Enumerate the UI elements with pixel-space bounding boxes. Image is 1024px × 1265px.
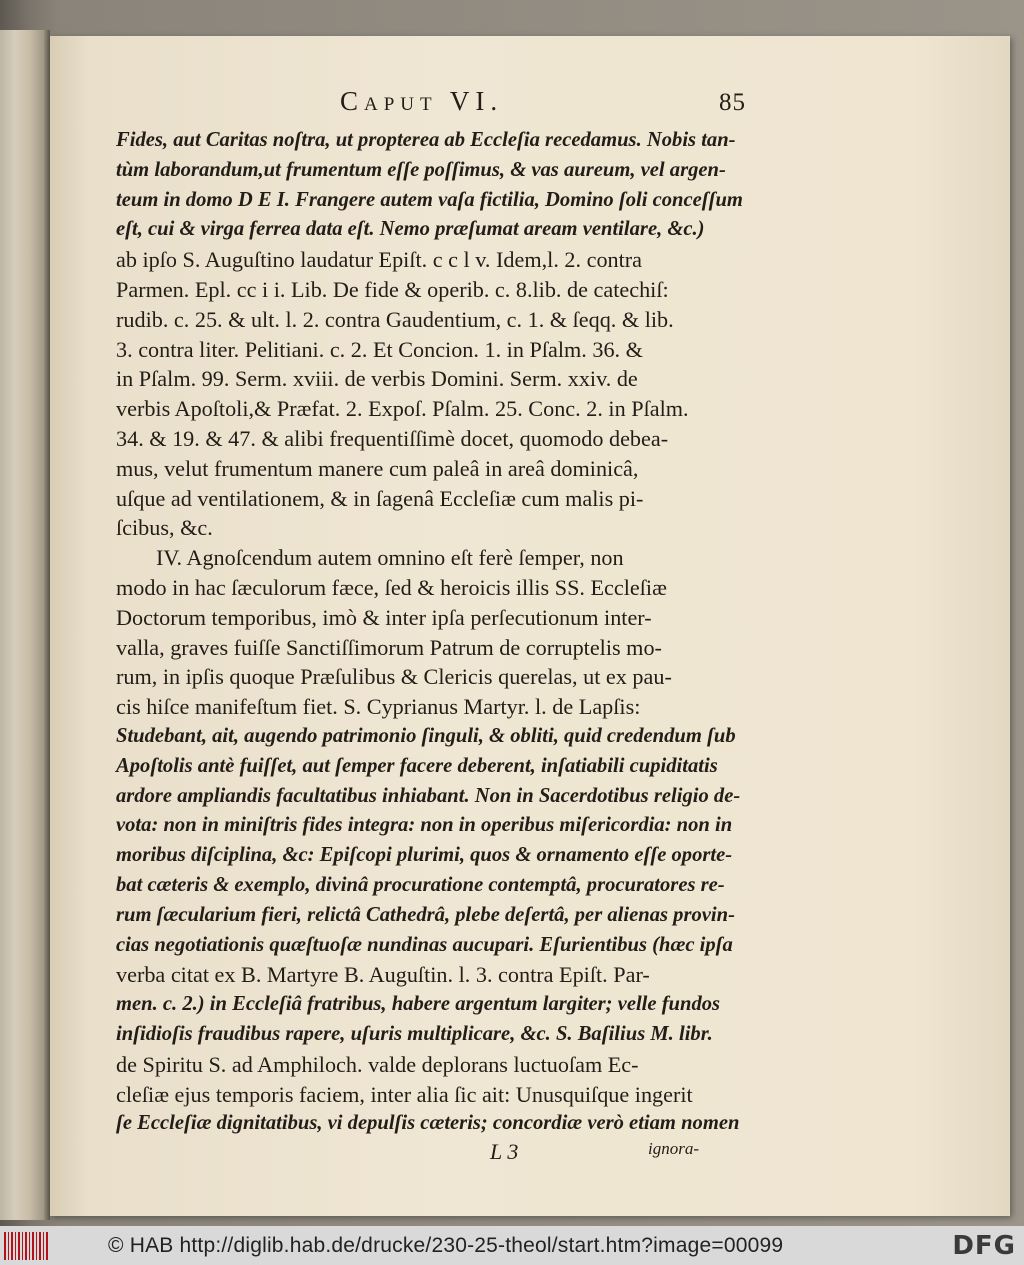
signature-line bbox=[116, 1139, 746, 1169]
text-line: mus, velut frumentum manere cum paleâ in areâ dominicâ, bbox=[116, 455, 639, 481]
text-line: moribus diſciplina, &c: Epiſcopi plurimi, quos & ornamento eſſe oporte- bbox=[116, 844, 733, 867]
text-line: rum ſæcularium fieri, relictâ Cathedrâ, plebe deſertâ, per alienas provin- bbox=[116, 903, 735, 926]
text-line: 3. contra liter. Pelitiani. c. 2. Et Concion. 1. in Pſalm. 36. & bbox=[116, 336, 643, 362]
text-line: valla, graves fuiſſe Sanctiſſimorum Patrum de corruptelis mo- bbox=[116, 634, 662, 660]
text-line: verbis Apoſtoli,& Præfat. 2. Expoſ. Pſalm. 25. Conc. 2. in Pſalm. bbox=[116, 396, 689, 422]
text-line: Fides, aut Caritas noſtra, ut propterea ab Eccleſia recedamus. Nobis tan- bbox=[116, 129, 736, 151]
text-line: modo in hac ſæculorum fæce, ſed & heroicis illis SS. Eccleſiæ bbox=[116, 574, 667, 600]
catchword: ignora- bbox=[648, 1139, 699, 1159]
page-text-block bbox=[116, 86, 746, 1169]
text-line: tùm laborandum,ut frumentum eſſe poſſimus, & vas aureum, vel argen- bbox=[116, 158, 726, 181]
text-line: bat cæteris & exemplo, divinâ procuratione contemptâ, procuratores re- bbox=[116, 873, 725, 896]
text-line: Parmen. Epl. cc i i. Lib. De fide & operib. c. 8.lib. de catechiſ: bbox=[116, 276, 669, 302]
copyright-link[interactable]: © HAB http://diglib.hab.de/drucke/230-25-theol/start.htm?image=00099 bbox=[108, 1233, 784, 1257]
text-line: 34. & 19. & 47. & alibi frequentiſſimè docet, quomodo debea- bbox=[116, 425, 669, 451]
text-line: vota: non in miniſtris fides integra: non in operibus miſericordia: non in bbox=[116, 814, 733, 837]
text-line: de Spiritu S. ad Amphiloch. valde deplorans luctuoſam Ec- bbox=[116, 1051, 639, 1077]
text-line: rum, in ipſis quoque Præſulibus & Clericis querelas, ut ex pau- bbox=[116, 664, 672, 690]
text-line: ab ipſo S. Auguſtino laudatur Epiſt. c c l v. Idem,l. 2. contra bbox=[116, 247, 643, 273]
footer-bar bbox=[0, 1226, 1024, 1265]
text-line: Studebant, ait, augendo patrimonio ſinguli, & obliti, quid credendum ſub bbox=[116, 724, 736, 747]
dfg-logo: DFG bbox=[952, 1231, 1016, 1261]
body-text bbox=[116, 126, 746, 1139]
text-line: ardore ampliandis facultatibus inhiabant. Non in Sacerdotibus religio de- bbox=[116, 784, 741, 807]
text-line: teum in domo D E I. Frangere autem vaſa fictilia, Domino ſoli conceſſum bbox=[116, 188, 743, 211]
text-line: cleſiæ ejus temporis faciem, inter alia ſic ait: Unusquiſque ingerit bbox=[116, 1081, 693, 1107]
running-head: Caput VI. bbox=[340, 86, 504, 116]
page-number: 85 bbox=[719, 89, 746, 116]
hab-barcode-icon bbox=[4, 1232, 50, 1260]
text-line: cias negotiationis quæſtuoſæ nundinas aucupari. Eſurientibus (hæc ipſa bbox=[116, 933, 733, 956]
page-header bbox=[116, 86, 746, 126]
text-line: inſidioſis fraudibus rapere, uſuris multiplicare, &c. S. Baſilius M. libr. bbox=[116, 1022, 713, 1045]
text-line: cis hiſce manifeſtum fiet. S. Cyprianus Martyr. l. de Lapſis: bbox=[116, 694, 641, 720]
text-line: ſe Eccleſiæ dignitatibus, vi depulſis cæteris; concordiæ verò etiam nomen bbox=[116, 1112, 740, 1135]
text-line: in Pſalm. 99. Serm. xviii. de verbis Domini. Serm. xxiv. de bbox=[116, 366, 638, 392]
text-line: rudib. c. 25. & ult. l. 2. contra Gaudentium, c. 1. & ſeqq. & lib. bbox=[116, 306, 674, 332]
text-line: uſque ad ventilationem, & in ſagenâ Eccleſiæ cum malis pi- bbox=[116, 485, 644, 511]
left-page-edge bbox=[0, 30, 50, 1220]
text-line: Doctorum temporibus, imò & inter ipſa perſecutionum inter- bbox=[116, 604, 652, 630]
text-line: men. c. 2.) in Eccleſiâ fratribus, habere argentum largiter; velle fundos bbox=[116, 993, 721, 1016]
text-line: Apoſtolis antè fuiſſet, aut ſemper facere deberent, inſatiabili cupiditatis bbox=[116, 754, 718, 777]
text-line: verba citat ex B. Martyre B. Auguſtin. l. 3. contra Epiſt. Par- bbox=[116, 962, 650, 988]
text-line: IV. Agnoſcendum autem omnino eſt ferè ſemper, non bbox=[156, 545, 624, 571]
signature-mark: L 3 bbox=[490, 1139, 519, 1165]
text-line: ſcibus, &c. bbox=[116, 515, 213, 541]
text-line: eſt, cui & virga ferrea data eſt. Nemo præſumat aream ventilare, &c.) bbox=[116, 218, 705, 241]
